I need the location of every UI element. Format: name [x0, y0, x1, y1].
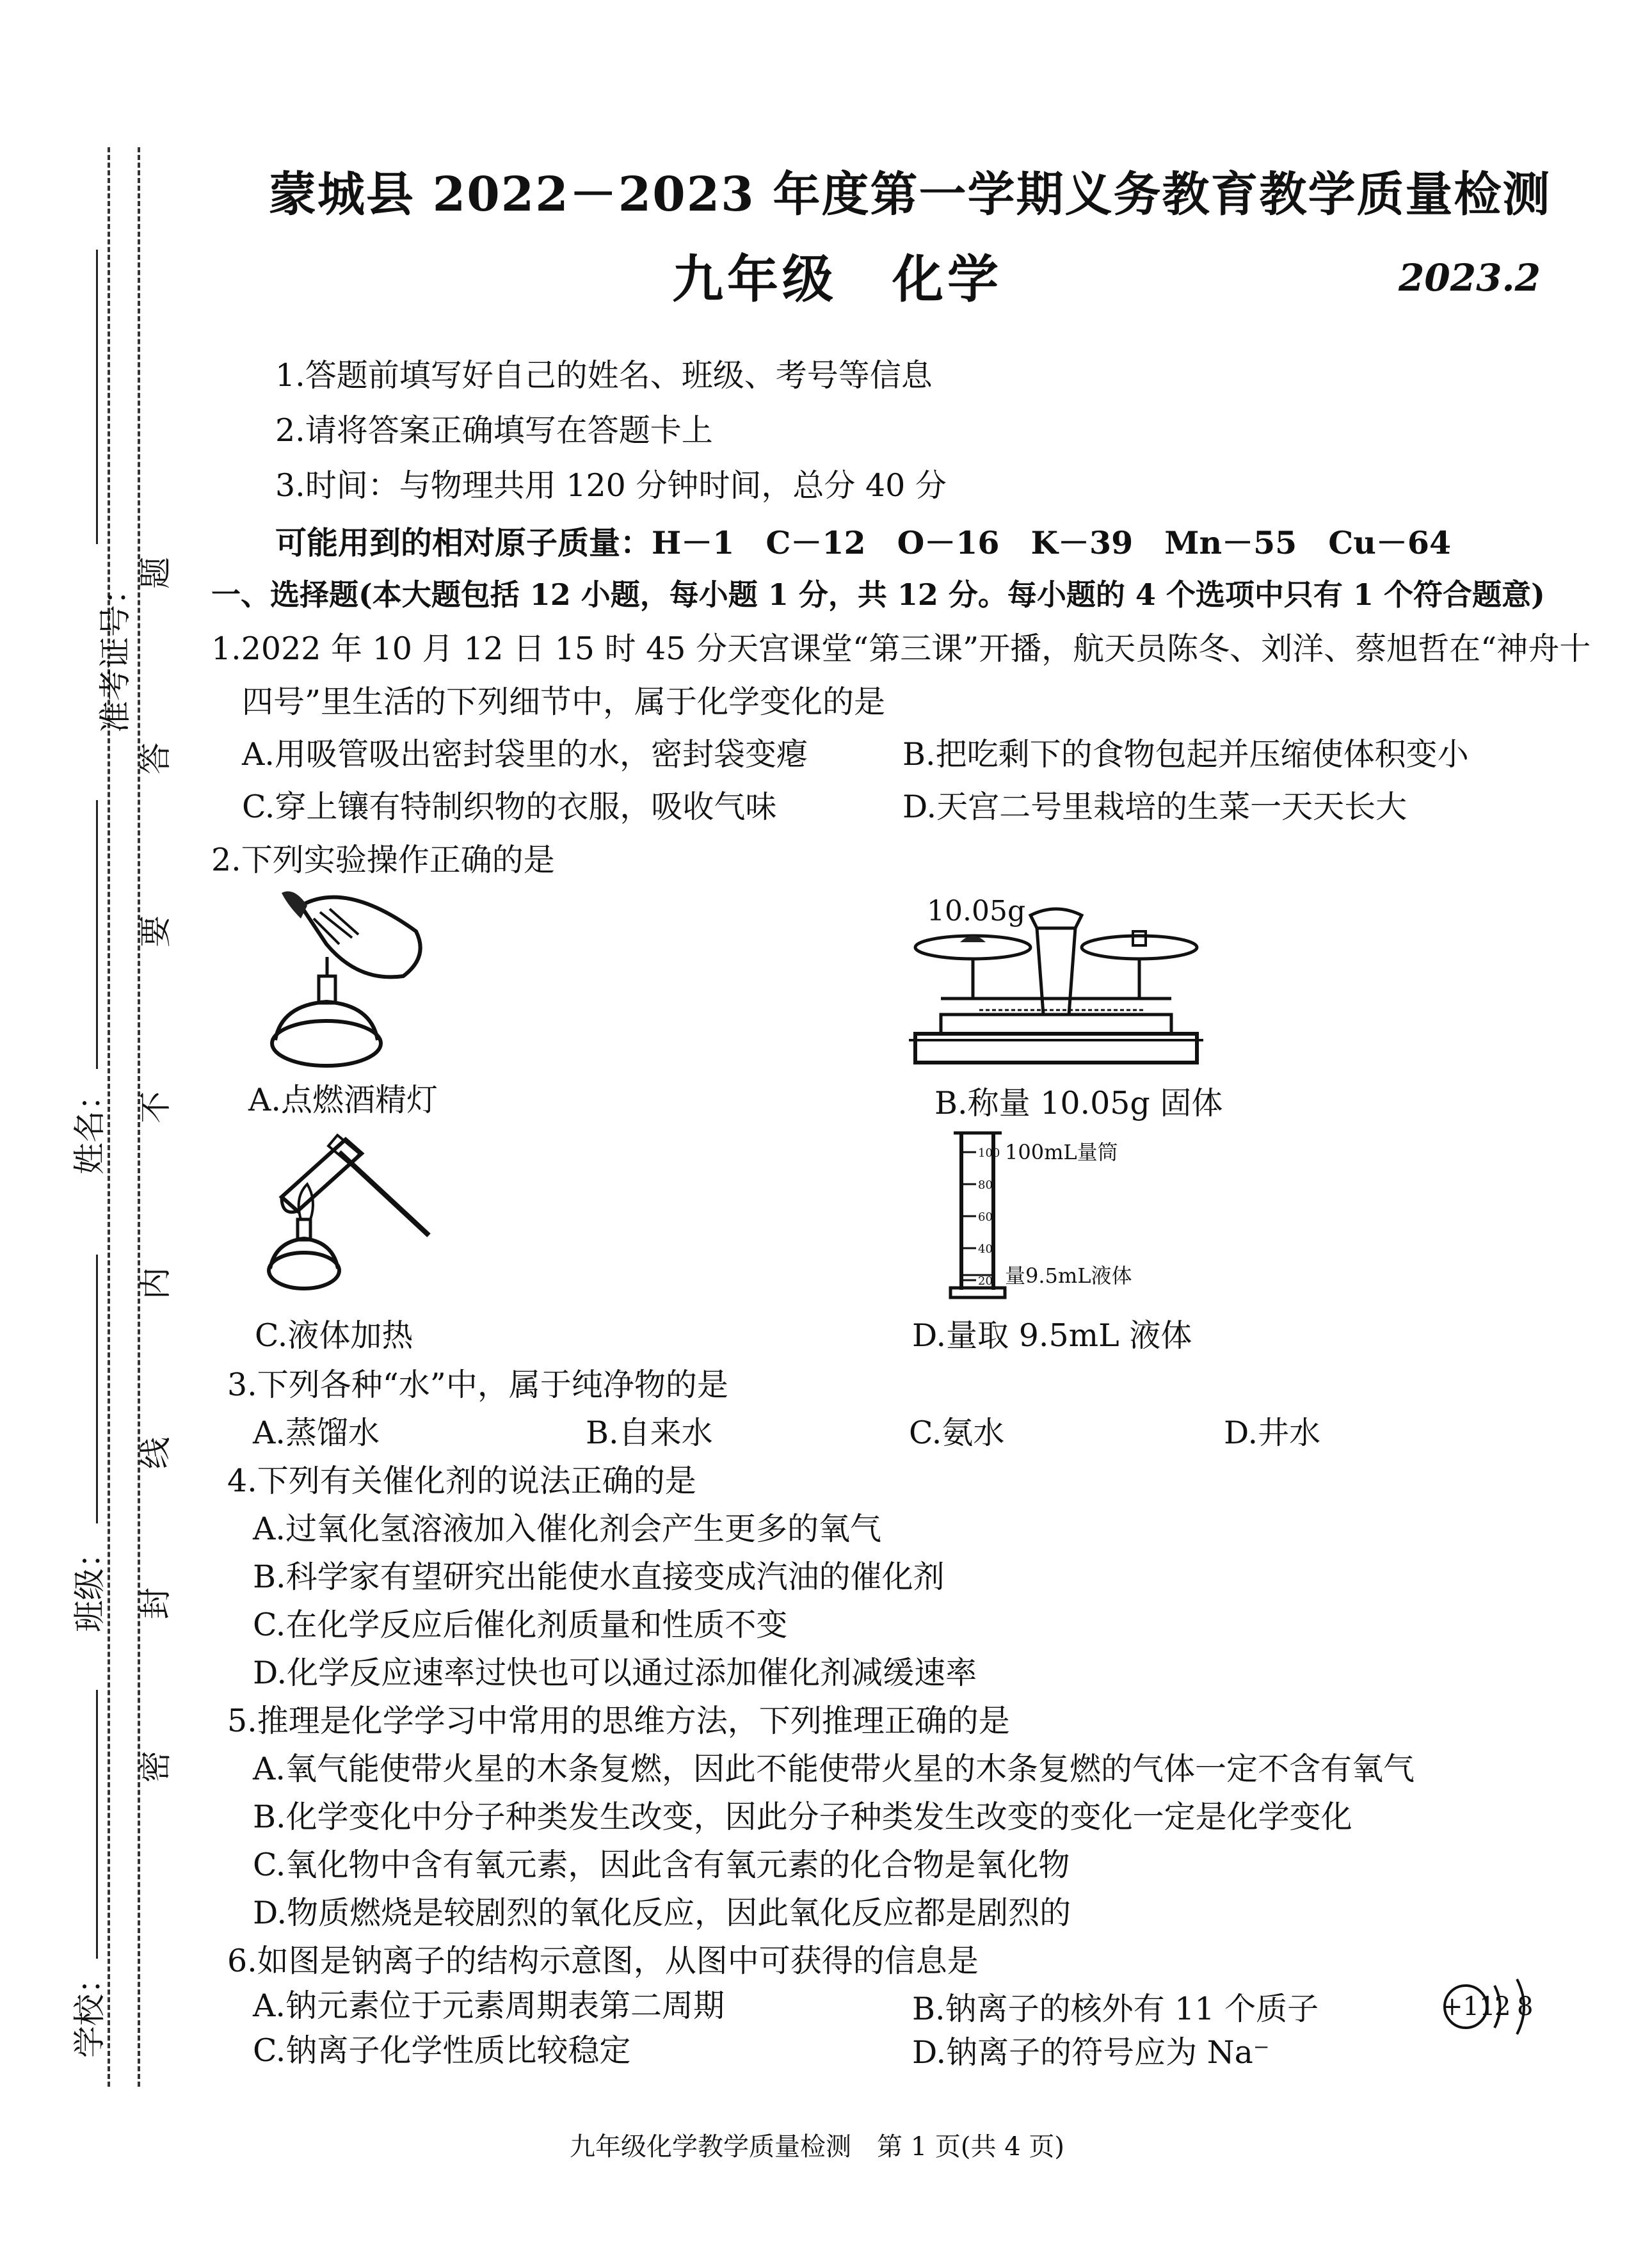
field-class-label: 班级： [71, 1536, 108, 1632]
q5-option-c: C.氧化物中含有氧元素，因此含有氧元素的化合物是氧化物 [253, 1847, 1070, 1883]
q3-option-b: B.自来水 [586, 1415, 713, 1451]
field-exam-number-line[interactable] [96, 250, 98, 544]
page-title: 蒙城县 2022－2023 年度第一学期义务教育教学质量检测 [269, 167, 1552, 222]
field-name-line[interactable] [96, 800, 98, 1069]
q1-option-d: D.天宫二号里栽培的生菜一天天长大 [902, 789, 1407, 825]
q3-option-d: D.井水 [1224, 1415, 1321, 1451]
figure-c-heating-liquid [256, 1127, 448, 1299]
figure-b-balance [902, 896, 1210, 1069]
q5-option-b: B.化学变化中分子种类发生改变，因此分子种类发生改变的变化一定是化学变化 [253, 1799, 1352, 1835]
cylinder-tick-100: 100 [978, 1146, 1000, 1160]
cylinder-tick-80: 80 [978, 1178, 993, 1192]
sodium-shell-1: 2 [1495, 1992, 1511, 2021]
seal-char-da: 答 [137, 743, 174, 775]
q6-option-a: A.钠元素位于元素周期表第二周期 [253, 1987, 725, 2024]
q4-option-c: C.在化学反应后催化剂质量和性质不变 [253, 1607, 788, 1643]
seal-char-nei: 内 [137, 1267, 174, 1299]
seal-char-feng: 封 [137, 1587, 174, 1619]
q6-option-b: B.钠离子的核外有 11 个质子 [912, 1991, 1319, 2027]
q6-option-c: C.钠离子化学性质比较稳定 [253, 2032, 631, 2069]
q6-option-d: D.钠离子的符号应为 Na⁻ [912, 2034, 1270, 2071]
cylinder-tick-60: 60 [978, 1210, 993, 1224]
field-school-line[interactable] [96, 1690, 98, 1959]
q4-option-b: B.科学家有望研究出能使水直接变成汽油的催化剂 [253, 1559, 945, 1595]
q2-option-a: A.点燃酒精灯 [248, 1082, 438, 1118]
cylinder-reading: 量9.5mL液体 [1005, 1264, 1132, 1288]
section-heading: 一、选择题(本大题包括 12 小题，每小题 1 分，共 12 分。每小题的 4 个选项中只有 1 个符合题意) [211, 577, 1545, 612]
atomic-masses: 可能用到的相对原子质量：H－1 C－12 O－16 K－39 Mn－55 Cu－64 [275, 524, 1452, 561]
balance-label: 10.05g [927, 895, 1026, 927]
page-subtitle: 九年级 化学 [672, 249, 1002, 309]
field-class-line[interactable] [96, 1255, 98, 1523]
cylinder-label: 100mL量筒 [1005, 1140, 1118, 1164]
seal-char-mi: 密 [137, 1751, 174, 1783]
q5-option-a: A.氧气能使带火星的木条复燃，因此不能使带火星的木条复燃的气体一定不含有氧气 [253, 1751, 1415, 1787]
exam-date: 2023.2 [1399, 256, 1541, 300]
instruction-1: 1.答题前填写好自己的姓名、班级、考号等信息 [275, 357, 933, 394]
page-footer: 九年级化学教学质量检测 第 1 页(共 4 页) [570, 2132, 1064, 2162]
instruction-2: 2.请将答案正确填写在答题卡上 [275, 412, 713, 449]
instruction-3: 3.时间：与物理共用 120 分钟时间，总分 40 分 [275, 467, 947, 504]
q3-stem: 3.下列各种“水”中，属于纯净物的是 [227, 1367, 728, 1403]
q2-option-b: B.称量 10.05g 固体 [934, 1085, 1223, 1121]
q2-option-c: C.液体加热 [255, 1317, 413, 1354]
seal-char-yao: 要 [137, 915, 174, 947]
q1-option-c: C.穿上镶有特制织物的衣服，吸收气味 [242, 789, 777, 825]
q1-option-a: A.用吸管吸出密封袋里的水，密封袋变瘪 [242, 736, 808, 773]
q4-option-a: A.过氧化氢溶液加入催化剂会产生更多的氧气 [253, 1511, 881, 1547]
q2-option-d: D.量取 9.5mL 液体 [912, 1317, 1192, 1354]
q2-stem: 2.下列实验操作正确的是 [211, 842, 555, 878]
q5-stem: 5.推理是化学学习中常用的思维方法，下列推理正确的是 [227, 1703, 1010, 1739]
seal-char-xian: 线 [137, 1437, 174, 1469]
seal-char-bu: 不 [137, 1091, 174, 1123]
q3-option-c: C.氨水 [909, 1415, 1005, 1451]
field-name-label: 姓名： [71, 1079, 108, 1175]
q4-option-d: D.化学反应速率过快也可以通过添加催化剂减缓速率 [253, 1655, 977, 1691]
figure-a-alcohol-lamp [256, 887, 448, 1079]
field-school-label: 学校： [71, 1962, 108, 2058]
q1-option-b: B.把吃剩下的食物包起并压缩使体积变小 [902, 736, 1469, 773]
field-exam-number-label: 准考证号： [97, 573, 134, 733]
q3-option-a: A.蒸馏水 [253, 1415, 380, 1451]
q4-stem: 4.下列有关催化剂的说法正确的是 [227, 1463, 696, 1499]
sodium-shell-2: 8 [1517, 1992, 1534, 2021]
q1-stem-line1: 1.2022 年 10 月 12 日 15 时 45 分天宫课堂“第三课”开播，航天员陈冬、刘洋、蔡旭哲在“神舟十 [211, 630, 1591, 667]
q1-stem-line2: 四号”里生活的下列细节中，属于化学变化的是 [242, 684, 886, 720]
sodium-nucleus-charge: +11 [1441, 1992, 1496, 2021]
cylinder-tick-40: 40 [978, 1242, 993, 1256]
q6-stem: 6.如图是钠离子的结构示意图，从图中可获得的信息是 [227, 1943, 979, 1979]
seal-char-ti: 题 [137, 557, 174, 589]
q5-option-d: D.物质燃烧是较剧烈的氧化反应，因此氧化反应都是剧烈的 [253, 1895, 1071, 1931]
cylinder-tick-20: 20 [978, 1274, 993, 1288]
